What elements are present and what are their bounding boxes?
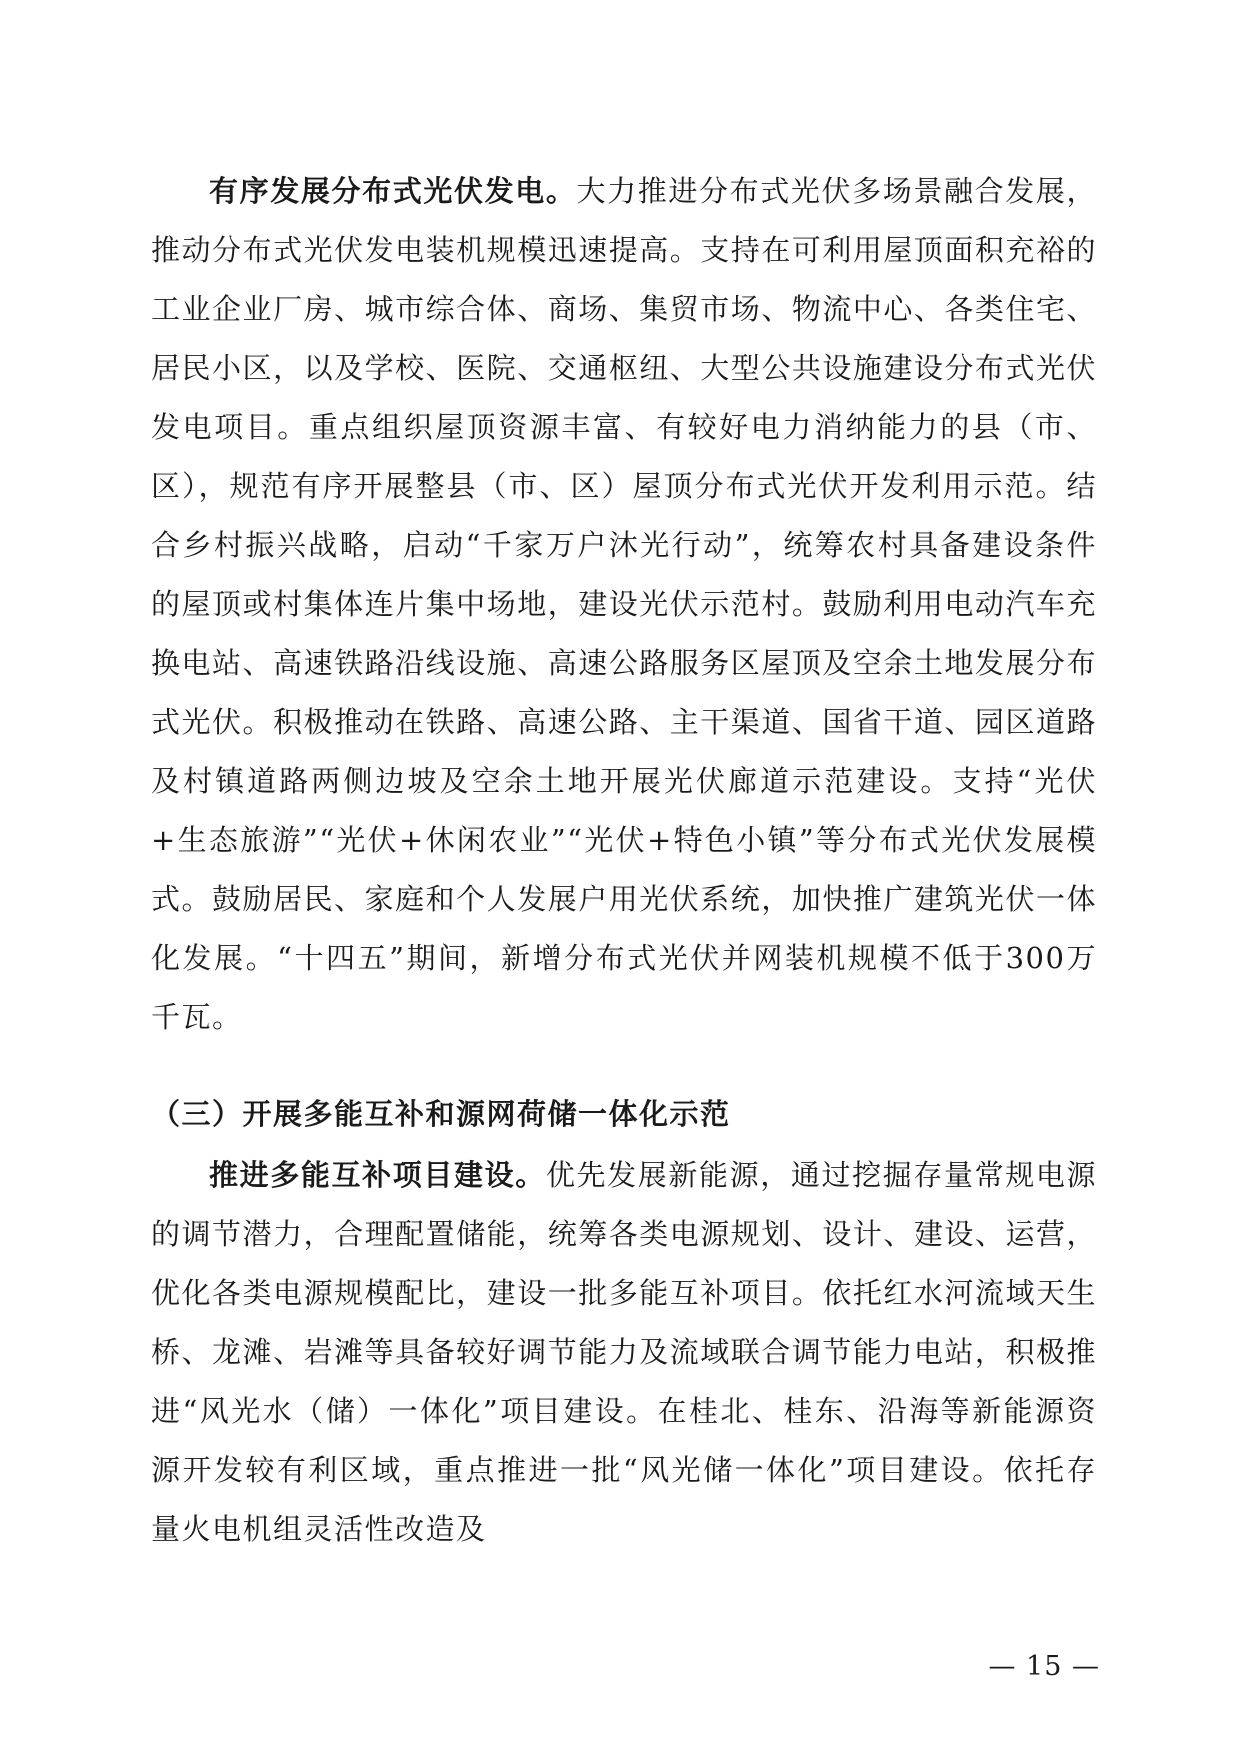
page-number: — 15 —	[988, 1651, 1100, 1682]
paragraph	[151, 1146, 1097, 1559]
paragraph-body: 大力推进分布式光伏多场景融合发展，推动分布式光伏发电装机规模迅速提高。支持在可利用屋顶面积充裕的工业企业厂房、城市综合体、商场、集贸市场、物流中心、各类住宅、居民小区，以及学校、医院、交通枢纽、大型公共设施建设分布式光伏发电项目。重点组织屋顶资源丰富、有较好电力消纳能力的县（市、区），规范有序开展整县（市、区）屋顶分布式光伏开发利用示范。结合乡村振兴战略，启动“千家万户沐光行动”，统筹农村具备建设条件的屋顶或村集体连片集中场地，建设光伏示范村。鼓励利用电动汽车充换电站、高速铁路沿线设施、高速公路服务区屋顶及空余土地发展分布式光伏。积极推动在铁路、高速公路、主干渠道、国省干道、园区道路及村镇道路两侧边坡及空余土地开展光伏廊道示范建设。支持“光伏+生态旅游”“光伏+休闲农业”“光伏+特色小镇”等分布式光伏发展模式。鼓励居民、家庭和个人发展户用光伏系统，加快推广建筑光伏一体化发展。“十四五”期间，新增分布式光伏并网装机规模不低于300万千瓦。	[151, 174, 1097, 1034]
paragraph-distributed-pv	[151, 162, 1097, 1047]
section-heading: （三）开展多能互补和源网荷储一体化示范	[151, 1097, 731, 1131]
paragraph	[151, 162, 1097, 1047]
paragraph-multi-energy	[151, 1146, 1097, 1559]
paragraph-body: 优先发展新能源，通过挖掘存量常规电源的调节潜力，合理配置储能，统筹各类电源规划、设计、建设、运营，优化各类电源规模配比，建设一批多能互补项目。依托红水河流域天生桥、龙滩、岩滩等具备较好调节能力及流域联合调节能力电站，积极推进“风光水（储）一体化”项目建设。在桂北、桂东、沿海等新能源资源开发较有利区域，重点推进一批“风光储一体化”项目建设。依托存量火电机组灵活性改造及	[151, 1158, 1097, 1546]
paragraph-lead: 推进多能互补项目建设。	[209, 1158, 546, 1192]
paragraph-lead: 有序发展分布式光伏发电。	[209, 174, 577, 208]
